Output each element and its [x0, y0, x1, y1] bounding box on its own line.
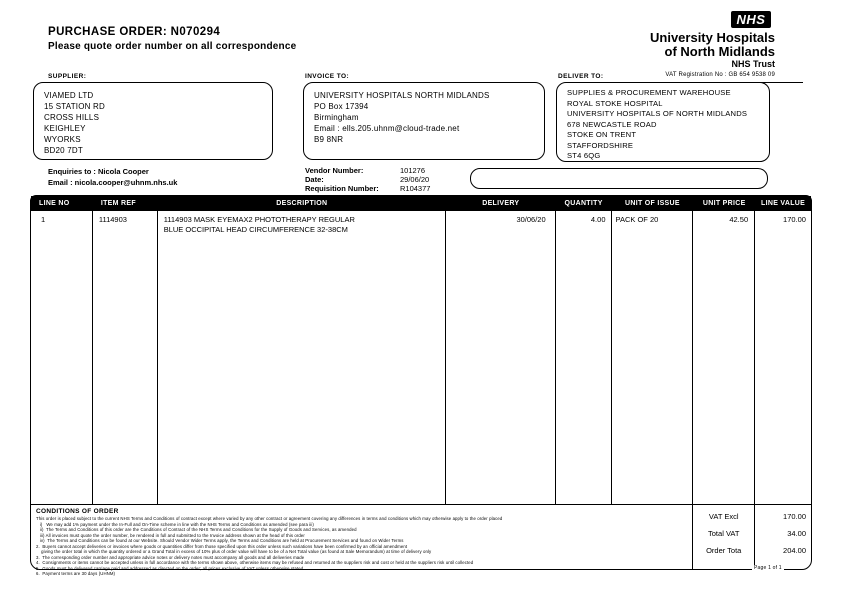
- invoice-address-line: PO Box 17394: [314, 102, 369, 111]
- table-footer-strip: [31, 504, 811, 576]
- header-delivery: DELIVERY: [482, 200, 520, 207]
- conditions-line: giving the order total in which the quantity ordered or a Grand Total in excess of 10% plus of order value will have to be of a Net Total value (as found at Sale Memorandum) at time of delivery only: [36, 549, 432, 554]
- order-total-value: 204.00: [783, 546, 806, 555]
- description-line2: BLUE OCCIPITAL HEAD CIRCUMFERENCE 32-38CM: [163, 225, 348, 234]
- invoice-address-line: Email : ells.205.uhnm@cloud-trade.net: [314, 124, 460, 133]
- supplier-address-line: KEIGHLEY: [44, 124, 86, 133]
- invoice-to-label: INVOICE TO:: [305, 73, 350, 80]
- trust-name-line1: University Hospitals: [650, 30, 775, 45]
- header-quantity: QUANTITY: [564, 200, 603, 207]
- order-meta: [305, 166, 430, 194]
- conditions-line: 6. Payment terms are 30 days (UHNM): [36, 571, 116, 576]
- enquiries-email: Email : nicola.cooper@uhnm.nhs.uk: [48, 178, 178, 187]
- cell-delivery: 30/06/20: [446, 211, 556, 504]
- conditions-of-order: [31, 505, 693, 576]
- po-number-title: PURCHASE ORDER: N070294: [48, 26, 221, 38]
- trust-suffix: NHS Trust: [731, 59, 775, 69]
- table-header-row: [31, 196, 811, 211]
- invoice-address-line: B9 8NR: [314, 135, 344, 144]
- vendor-number-label: Vendor Number:: [305, 166, 364, 175]
- header-description: DESCRIPTION: [276, 200, 328, 207]
- invoice-address-line: UNIVERSITY HOSPITALS NORTH MIDLANDS: [314, 91, 490, 100]
- cell-unit-price: 42.50: [693, 211, 755, 504]
- deliver-address-line: ROYAL STOKE HOSPITAL: [567, 98, 663, 108]
- total-vat-value: 34.00: [787, 529, 806, 538]
- invoice-address-box: [303, 82, 545, 160]
- cell-line-no: 1: [31, 211, 93, 504]
- vendor-number-value: 101276: [400, 166, 426, 175]
- trust-name-line2: of North Midlands: [664, 44, 775, 59]
- po-subtitle: Please quote order number on all correspondence: [48, 41, 297, 52]
- totals-labels: [693, 505, 755, 569]
- order-date-value: 29/06/20: [400, 175, 430, 185]
- supplier-address-line: BD20 7DT: [44, 146, 83, 155]
- description-line1: 1114903 MASK EYEMAX2 PHOTOTHERAPY REGULAR: [163, 215, 355, 224]
- requisition-label: Requisition Number:: [305, 184, 379, 194]
- requisition-row: [305, 184, 430, 193]
- cell-unit-of-issue: PACK OF 20: [612, 211, 694, 504]
- conditions-line: iii) All invoices must quote the order number, be rendered in full and submitted to the Invoice address shown at the head of this order: [36, 532, 305, 538]
- conditions-title: CONDITIONS OF ORDER: [36, 508, 119, 515]
- conditions-line: i) We may add 1% payment under the In-Full and On-Time scheme in line with the NHS Terms and Conditions as amended (see para iii): [36, 521, 314, 527]
- deliver-to-label: DELIVER TO:: [558, 73, 604, 80]
- cell-description: [158, 211, 446, 504]
- deliver-address-line: SUPPLIES & PROCUREMENT WAREHOUSE: [567, 88, 731, 97]
- cell-quantity: 4.00: [556, 211, 612, 504]
- nhs-logo: NHS: [731, 11, 771, 28]
- conditions-line: This order is placed subject to the current NHS Terms and Conditions of contract except where varied by any other contract or agreement covering any differences in terms and conditions which may otherwise apply to the order placed: [36, 516, 503, 521]
- header-unit-of-issue: UNIT OF ISSUE: [624, 200, 680, 207]
- order-date-row: [305, 175, 430, 184]
- vendor-number-row: [305, 166, 430, 175]
- table-row: [31, 211, 811, 504]
- cell-line-value: 170.00: [783, 215, 806, 224]
- totals-values: [755, 505, 811, 569]
- conditions-line: 4. Consignments or items cannot be accepted unless in full accordance with the terms shown above, otherwise items may be refused and returned at the suppliers risk and cost or held at the suppliers risk until collected: [36, 560, 474, 565]
- invoice-address-line: Birmingham: [314, 113, 359, 122]
- supplier-address-line: VIAMED LTD: [44, 91, 94, 100]
- vat-excl-value: 170.00: [783, 512, 806, 521]
- deliver-address-line: UNIVERSITY HOSPITALS OF NORTH MIDLANDS: [567, 109, 748, 118]
- deliver-address-line: ST4 6QG: [567, 151, 601, 160]
- conditions-line: 3. The corresponding order number and appropriate advice notes or delivery notes must accompany all goods and all deliveries made: [36, 554, 305, 560]
- supplier-address-line: 15 STATION RD: [44, 102, 105, 111]
- conditions-line: ii) The Terms and Conditions of this order are the Conditions of Contract of the NHS Terms and Conditions for the Supply of Goods and Services, as amended: [36, 527, 357, 532]
- header-line-no: LINE NO: [39, 200, 70, 207]
- supplier-address-line: WYORKS: [44, 135, 81, 144]
- conditions-line: 5. Goods must be delivered carriage paid and addressed as directed on the order; all prices exclusive of VAT unless otherwise stated: [36, 565, 304, 571]
- deliver-address-line: STOKE ON TRENT: [567, 130, 637, 139]
- deliver-address-line: 678 NEWCASTLE ROAD: [567, 119, 657, 129]
- conditions-line: 2. Buyers cannot accept deliveries or invoices where goods or quantities differ from those specified upon this order unless such variations have been confirmed by an official amendment: [36, 543, 408, 549]
- conditions-line: iv) The Terms and Conditions can be found at our Website. Should Vendor Wider Terms apply, the Terms and Conditions are held at Procurement Services and found on Wider Terms: [36, 538, 404, 543]
- cell-item-ref: 1114903: [93, 211, 158, 504]
- header-line-value: LINE VALUE: [761, 200, 806, 207]
- requisition-value: R104377: [400, 184, 431, 194]
- page-number: Page 1 of 1: [754, 565, 782, 571]
- order-date-label: Date:: [305, 175, 324, 185]
- header-item-ref: ITEM REF: [100, 200, 136, 207]
- supplier-label: SUPPLIER:: [48, 73, 87, 80]
- supplier-address-line: CROSS HILLS: [44, 113, 100, 122]
- order-lines-table: [30, 195, 812, 576]
- header-unit-price: UNIT PRICE: [702, 200, 746, 207]
- blank-reference-box: [470, 168, 768, 189]
- order-total-label: Order Tota: [706, 546, 742, 555]
- vat-registration: VAT Registration No : GB 654 9538 09: [665, 72, 775, 78]
- total-vat-label: Total VAT: [708, 529, 740, 538]
- enquiries-to: Enquiries to : Nicola Cooper: [48, 167, 149, 176]
- deliver-address-line: STAFFORDSHIRE: [567, 140, 634, 150]
- supplier-address-box: [33, 82, 273, 160]
- vat-excl-label: VAT Excl: [708, 512, 739, 521]
- deliver-address-box: [556, 82, 770, 162]
